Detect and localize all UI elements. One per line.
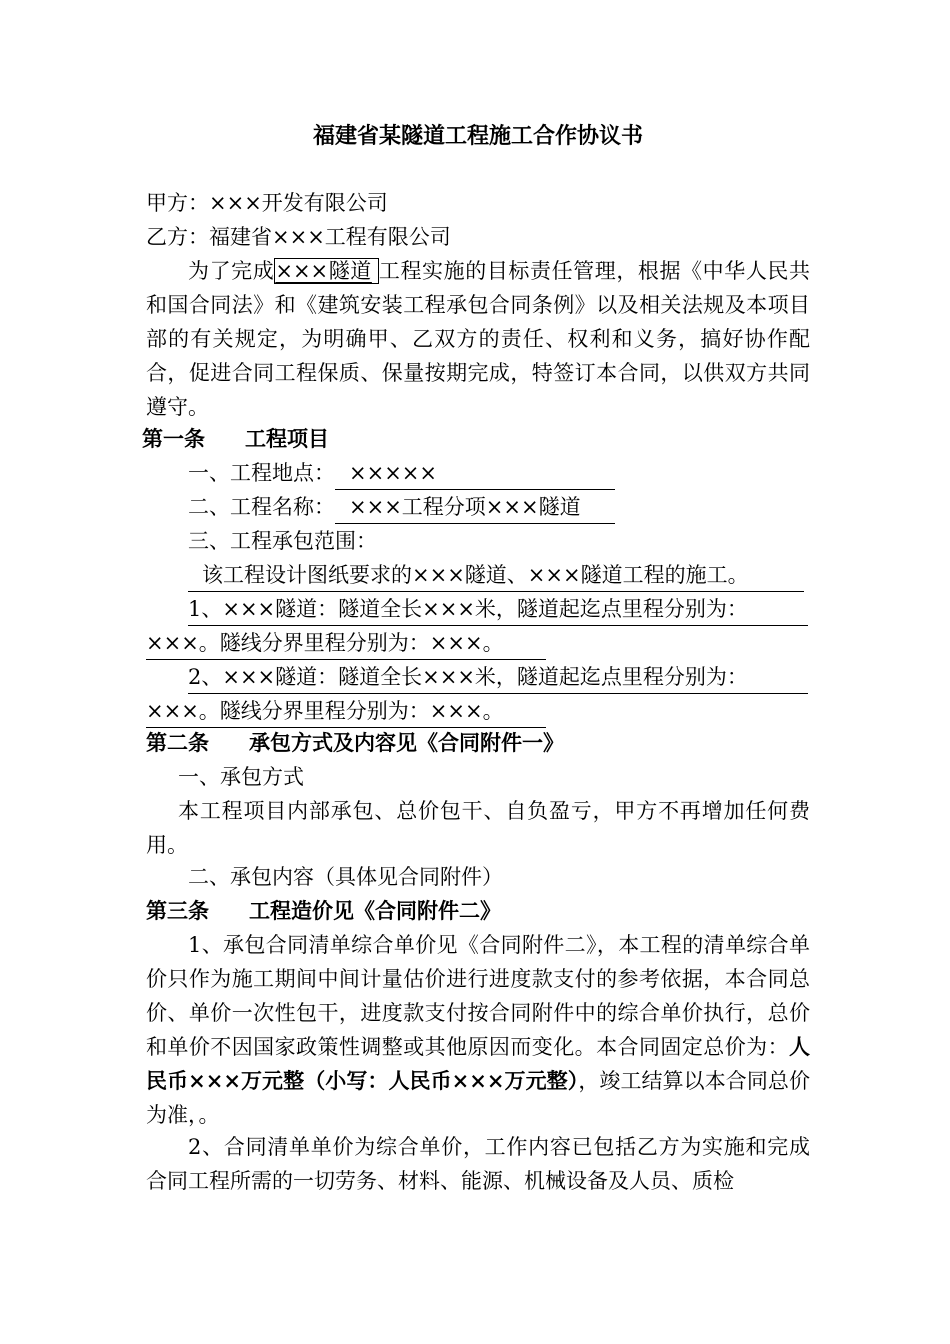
article-1-number: 第一条: [142, 426, 205, 451]
contract-total-price: 人民币×××万元整（小写：人民币×××万元整）: [146, 1034, 810, 1093]
party-a: 甲方：×××开发有限公司: [146, 191, 388, 215]
article-3-number: 第三条: [146, 898, 209, 923]
contract-mode-text: 本工程项目内部承包、总价包干、自负盈亏，甲方不再增加任何费用。: [146, 799, 810, 857]
contract-content-label: 二、承包内容（具体见合同附件）: [188, 865, 503, 889]
intro-project-name: ×××隧道: [274, 258, 379, 284]
name-value: ×××工程分项×××隧道: [335, 492, 615, 524]
scope-item-1-line-2: ×××。隧线分界里程分别为：×××。: [146, 628, 546, 660]
article-3-paragraph-2: 2、合同清单单价为综合单价，工作内容已包括乙方为实施和完成合同工程所需的一切劳务、材料、能源、机械设备及人员、质检: [146, 1135, 810, 1193]
scope-text: 该工程设计图纸要求的×××隧道、×××隧道工程的施工。: [188, 560, 804, 592]
article-3-title: 工程造价见《合同附件二》: [249, 898, 501, 923]
location-value: ×××××: [335, 458, 615, 490]
contract-mode-label: 一、承包方式: [178, 765, 304, 789]
article-3-heading: [146, 896, 501, 926]
intro-rest: 工程实施的目标责任管理，根据《中华人民共和国合同法》和《建筑安装工程承包合同条例》以及相关法规及本项目部的有关规定，为明确甲、乙双方的责任、权利和义务，搞好协作配合，促进合同工程保质、保量按期完成，特签订本合同，以供双方共同遵守。: [146, 259, 810, 419]
location-label: 一、工程地点：: [188, 461, 335, 485]
article-3-paragraph-1: [146, 928, 810, 1132]
article-2-title: 承包方式及内容见《合同附件一》: [249, 730, 564, 755]
document-title: 福建省某隧道工程施工合作协议书: [312, 123, 643, 149]
project-name: [188, 492, 615, 524]
scope-item-2-line-2: ×××。隧线分界里程分别为：×××。: [146, 696, 546, 728]
party-b: 乙方：福建省×××工程有限公司: [146, 225, 451, 249]
scope-item-1-line-1: 1、×××隧道：隧道全长×××米，隧道起迄点里程分别为：: [188, 594, 808, 626]
project-location: [188, 458, 615, 490]
p1-tail: ，竣工结算以本合同总价为准，。: [146, 1069, 810, 1127]
article-2-heading: [146, 728, 564, 758]
article-1-title: 工程项目: [245, 426, 329, 451]
name-label: 二、工程名称：: [188, 495, 335, 519]
p1-text: 1、承包合同清单综合单价见《合同附件二》，本工程的清单综合单价只作为施工期间中间计量估价进行进度款支付的参考依据，本合同总价、单价一次性包干，进度款支付按合同附件中的综合单价执行，总价和单价不因国家政策性调整或其他原因而变化。本合同固定总价为：: [146, 933, 810, 1059]
article-2-number: 第二条: [146, 730, 209, 755]
intro-prefix: 为了完成: [188, 259, 275, 283]
article-1-heading: [142, 424, 329, 454]
intro-paragraph: [146, 254, 810, 424]
scope-item-2-line-1: 2、×××隧道：隧道全长×××米，隧道起迄点里程分别为：: [188, 662, 808, 694]
scope-label: 三、工程承包范围：: [188, 529, 377, 553]
